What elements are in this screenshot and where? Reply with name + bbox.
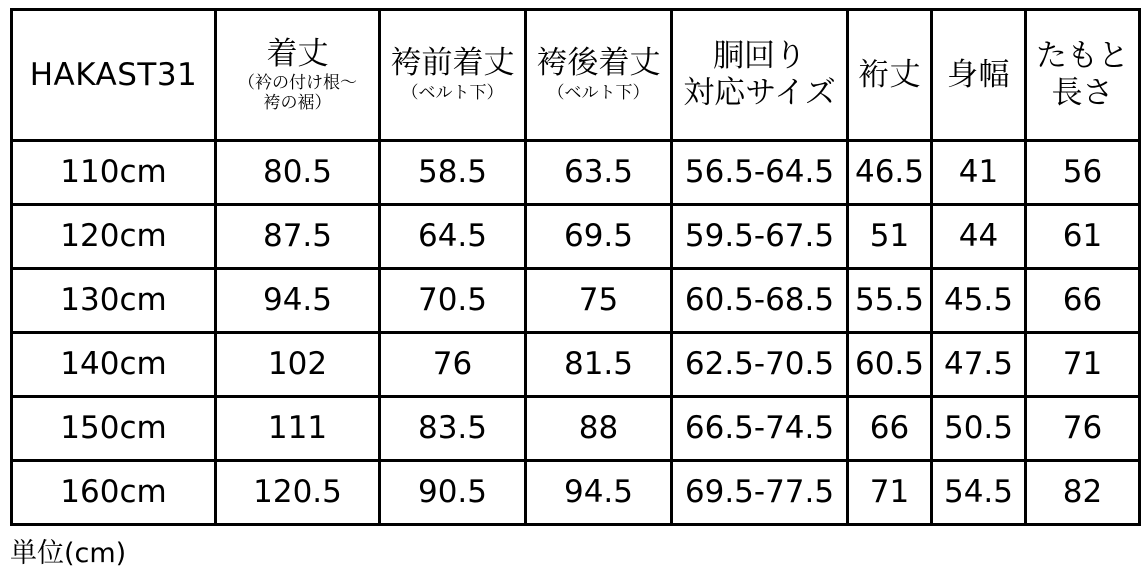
row-size-label: 140cm [12,333,216,397]
cell-kitake: 111 [216,397,380,461]
cell-kitake: 102 [216,333,380,397]
cell-waist: 59.5-67.5 [672,205,848,269]
column-header-model [12,10,216,141]
cell-hakama-front: 76 [380,333,526,397]
cell-mihaba: 54.5 [932,461,1026,525]
table-row [12,397,1140,461]
row-size-label: 160cm [12,461,216,525]
row-size-label: 120cm [12,205,216,269]
cell-waist: 66.5-74.5 [672,397,848,461]
cell-waist: 56.5-64.5 [672,141,848,205]
table-row [12,205,1140,269]
column-header-mihaba-label: 身幅 [947,56,1010,93]
cell-waist: 60.5-68.5 [672,269,848,333]
cell-hakama-back: 63.5 [526,141,672,205]
column-header-kitake [216,10,380,141]
cell-kitake: 80.5 [216,141,380,205]
table-header-row [12,10,1140,141]
cell-hakama-front: 83.5 [380,397,526,461]
cell-hakama-front: 90.5 [380,461,526,525]
cell-hakama-back: 75 [526,269,672,333]
table-row [12,333,1140,397]
column-header-hakama-front-sub: （ベルト下） [401,83,504,104]
cell-yukitake: 71 [848,461,932,525]
unit-footnote: 単位(cm) [10,538,127,569]
cell-yukitake: 46.5 [848,141,932,205]
column-header-hakama-back [526,10,672,141]
column-header-kitake-sub: （衿の付け根～ 袴の裾） [238,73,357,113]
cell-mihaba: 45.5 [932,269,1026,333]
column-header-tamoto [1026,10,1140,141]
cell-tamoto: 82 [1026,461,1140,525]
column-header-yukitake-label: 裄丈 [858,56,921,93]
cell-yukitake: 55.5 [848,269,932,333]
column-header-yukitake [848,10,932,141]
cell-hakama-front: 64.5 [380,205,526,269]
row-size-label: 130cm [12,269,216,333]
column-header-mihaba [932,10,1026,141]
cell-yukitake: 51 [848,205,932,269]
cell-tamoto: 66 [1026,269,1140,333]
cell-mihaba: 44 [932,205,1026,269]
cell-kitake: 120.5 [216,461,380,525]
cell-hakama-back: 81.5 [526,333,672,397]
column-header-kitake-label: 着丈 [266,35,329,72]
column-header-tamoto-label: たもと 長さ [1036,38,1129,111]
cell-waist: 69.5-77.5 [672,461,848,525]
cell-yukitake: 66 [848,397,932,461]
column-header-model-label: HAKAST31 [29,56,198,93]
column-header-waist [672,10,848,141]
cell-yukitake: 60.5 [848,333,932,397]
cell-tamoto: 61 [1026,205,1140,269]
cell-hakama-back: 69.5 [526,205,672,269]
cell-mihaba: 47.5 [932,333,1026,397]
cell-kitake: 87.5 [216,205,380,269]
cell-waist: 62.5-70.5 [672,333,848,397]
cell-hakama-back: 88 [526,397,672,461]
cell-hakama-front: 58.5 [380,141,526,205]
cell-mihaba: 50.5 [932,397,1026,461]
cell-mihaba: 41 [932,141,1026,205]
table-row [12,269,1140,333]
table-row [12,461,1140,525]
cell-hakama-front: 70.5 [380,269,526,333]
cell-kitake: 94.5 [216,269,380,333]
cell-tamoto: 56 [1026,141,1140,205]
row-size-label: 150cm [12,397,216,461]
column-header-hakama-front-label: 袴前着丈 [390,45,515,82]
table-row [12,141,1140,205]
table-header [12,10,1140,141]
column-header-waist-label: 胴回り 対応サイズ [683,38,836,111]
size-chart-table [10,8,1141,526]
column-header-hakama-front [380,10,526,141]
cell-tamoto: 76 [1026,397,1140,461]
column-header-hakama-back-sub: （ベルト下） [547,83,650,104]
column-header-hakama-back-label: 袴後着丈 [536,45,661,82]
cell-hakama-back: 94.5 [526,461,672,525]
row-size-label: 110cm [12,141,216,205]
table-body [12,141,1140,525]
cell-tamoto: 71 [1026,333,1140,397]
